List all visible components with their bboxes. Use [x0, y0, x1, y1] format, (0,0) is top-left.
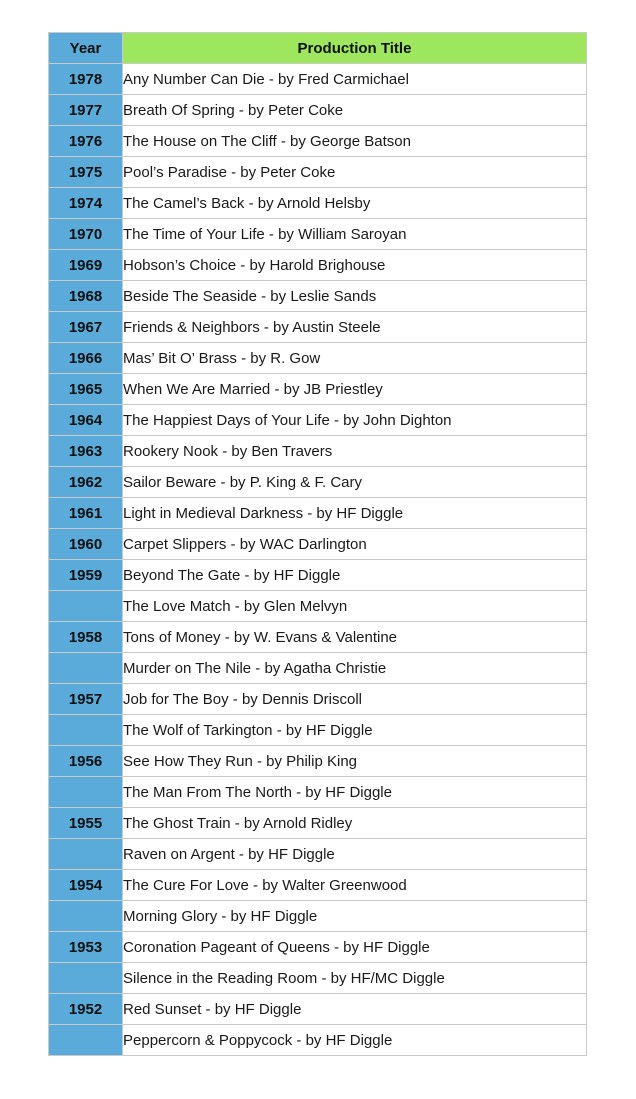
production-title-cell: Any Number Can Die - by Fred Carmichael: [123, 64, 587, 95]
year-cell: 1959: [49, 560, 123, 591]
year-cell: 1966: [49, 343, 123, 374]
table-row: [49, 560, 587, 591]
production-title-cell: Beyond The Gate - by HF Diggle: [123, 560, 587, 591]
year-cell: 1960: [49, 529, 123, 560]
table-row: [49, 157, 587, 188]
year-cell: 1974: [49, 188, 123, 219]
table-row: [49, 994, 587, 1025]
year-cell: [49, 715, 123, 746]
table-row: [49, 777, 587, 808]
production-title-cell: The Ghost Train - by Arnold Ridley: [123, 808, 587, 839]
year-cell: 1970: [49, 219, 123, 250]
table-header-row: [49, 33, 587, 64]
production-title-cell: Mas’ Bit O’ Brass - by R. Gow: [123, 343, 587, 374]
production-title-cell: Pool’s Paradise - by Peter Coke: [123, 157, 587, 188]
year-cell: [49, 591, 123, 622]
production-title-cell: Rookery Nook - by Ben Travers: [123, 436, 587, 467]
production-title-cell: The Wolf of Tarkington - by HF Diggle: [123, 715, 587, 746]
table-row: [49, 901, 587, 932]
table-row: [49, 343, 587, 374]
year-cell: 1955: [49, 808, 123, 839]
table-row: [49, 839, 587, 870]
production-title-cell: Sailor Beware - by P. King & F. Cary: [123, 467, 587, 498]
production-title-cell: The Love Match - by Glen Melvyn: [123, 591, 587, 622]
year-cell: 1968: [49, 281, 123, 312]
table-row: [49, 250, 587, 281]
production-title-cell: The Happiest Days of Your Life - by John Dighton: [123, 405, 587, 436]
year-cell: [49, 777, 123, 808]
production-title-cell: Breath Of Spring - by Peter Coke: [123, 95, 587, 126]
year-cell: 1957: [49, 684, 123, 715]
table-row: [49, 529, 587, 560]
table-row: [49, 95, 587, 126]
table-body: [49, 64, 587, 1056]
table-row: [49, 498, 587, 529]
year-cell: 1953: [49, 932, 123, 963]
production-title-cell: The Time of Your Life - by William Saroyan: [123, 219, 587, 250]
table-row: [49, 64, 587, 95]
year-cell: 1964: [49, 405, 123, 436]
production-title-cell: The Man From The North - by HF Diggle: [123, 777, 587, 808]
year-cell: 1963: [49, 436, 123, 467]
production-title-cell: Raven on Argent - by HF Diggle: [123, 839, 587, 870]
production-title-cell: See How They Run - by Philip King: [123, 746, 587, 777]
production-title-cell: Murder on The Nile - by Agatha Christie: [123, 653, 587, 684]
production-title-cell: Coronation Pageant of Queens - by HF Diggle: [123, 932, 587, 963]
year-cell: 1978: [49, 64, 123, 95]
table-row: [49, 219, 587, 250]
productions-table: [48, 32, 587, 1056]
table-row: [49, 684, 587, 715]
table-row: [49, 436, 587, 467]
table-row: [49, 188, 587, 219]
year-cell: [49, 963, 123, 994]
table-row: [49, 746, 587, 777]
year-cell: 1956: [49, 746, 123, 777]
production-title-cell: Morning Glory - by HF Diggle: [123, 901, 587, 932]
production-title-cell: Tons of Money - by W. Evans & Valentine: [123, 622, 587, 653]
year-cell: 1967: [49, 312, 123, 343]
production-title-cell: Silence in the Reading Room - by HF/MC Diggle: [123, 963, 587, 994]
table-row: [49, 405, 587, 436]
year-cell: [49, 1025, 123, 1056]
year-cell: 1954: [49, 870, 123, 901]
production-title-cell: Light in Medieval Darkness - by HF Diggle: [123, 498, 587, 529]
production-title-cell: Job for The Boy - by Dennis Driscoll: [123, 684, 587, 715]
table-row: [49, 963, 587, 994]
year-cell: [49, 653, 123, 684]
table-row: [49, 374, 587, 405]
production-title-cell: Friends & Neighbors - by Austin Steele: [123, 312, 587, 343]
table-row: [49, 1025, 587, 1056]
production-title-cell: Beside The Seaside - by Leslie Sands: [123, 281, 587, 312]
table-row: [49, 808, 587, 839]
production-title-cell: The House on The Cliff - by George Batson: [123, 126, 587, 157]
production-title-cell: Carpet Slippers - by WAC Darlington: [123, 529, 587, 560]
year-cell: 1961: [49, 498, 123, 529]
table-row: [49, 653, 587, 684]
year-cell: 1977: [49, 95, 123, 126]
production-title-cell: Peppercorn & Poppycock - by HF Diggle: [123, 1025, 587, 1056]
year-column-header: Year: [49, 33, 123, 64]
table-row: [49, 932, 587, 963]
year-cell: 1958: [49, 622, 123, 653]
table-row: [49, 870, 587, 901]
production-title-cell: When We Are Married - by JB Priestley: [123, 374, 587, 405]
production-title-cell: Hobson’s Choice - by Harold Brighouse: [123, 250, 587, 281]
table-row: [49, 467, 587, 498]
table-row: [49, 622, 587, 653]
year-cell: [49, 839, 123, 870]
production-title-cell: The Camel’s Back - by Arnold Helsby: [123, 188, 587, 219]
year-cell: 1976: [49, 126, 123, 157]
table-row: [49, 715, 587, 746]
year-cell: [49, 901, 123, 932]
year-cell: 1952: [49, 994, 123, 1025]
year-cell: 1962: [49, 467, 123, 498]
production-title-column-header: Production Title: [123, 33, 587, 64]
production-title-cell: The Cure For Love - by Walter Greenwood: [123, 870, 587, 901]
table-row: [49, 281, 587, 312]
year-cell: 1965: [49, 374, 123, 405]
production-title-cell: Red Sunset - by HF Diggle: [123, 994, 587, 1025]
year-cell: 1975: [49, 157, 123, 188]
table-row: [49, 591, 587, 622]
year-cell: 1969: [49, 250, 123, 281]
table-row: [49, 126, 587, 157]
table-row: [49, 312, 587, 343]
